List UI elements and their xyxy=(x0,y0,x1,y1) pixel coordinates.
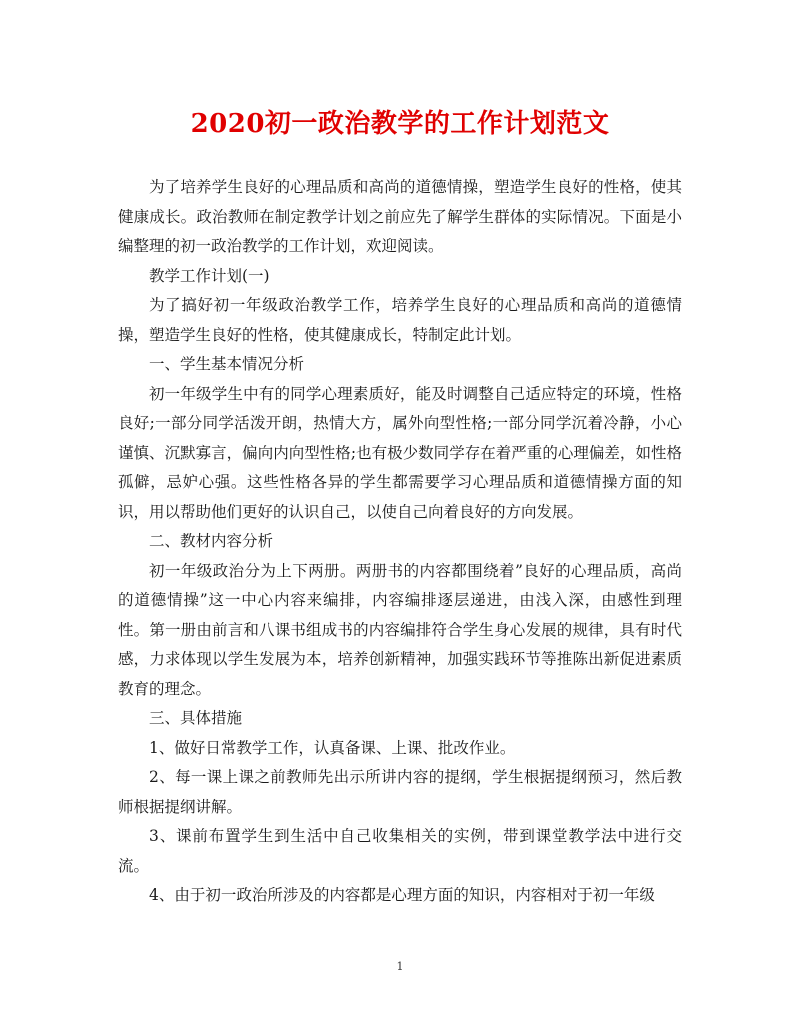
page-number: 1 xyxy=(396,960,404,973)
document-body xyxy=(118,173,682,911)
measure-item-3: 3、课前布置学生到生活中自己收集相关的实例，带到课堂教学法中进行交流。 xyxy=(118,827,682,875)
document-title: 2020初一政治教学的工作计划范文 xyxy=(190,109,610,139)
plan-purpose-paragraph: 为了搞好初一年级政治教学工作，培养学生良好的心理品质和高尚的道德情操，塑造学生良好的性格，使其健康成长，特制定此计划。 xyxy=(118,296,682,344)
measure-item-2: 2、每一课上课之前教师先出示所讲内容的提纲，学生根据提纲预习，然后教师根据提纲讲解。 xyxy=(118,768,682,816)
student-analysis-paragraph: 初一年级学生中有的同学心理素质好，能及时调整自己适应特定的环境，性格良好;一部分同学活泼开朗，热情大方，属外向型性格;一部分同学沉着冷静，小心谨慎、沉默寡言，偏向内向型性格;也有极少数同学存在着严重的心理偏差，如性格孤僻，忌妒心强。这些性格各异的学生都需要学习心理品质和道德情操方面的知识，用以帮助他们更好的认识自己，以使自己向着良好的方向发展。 xyxy=(118,384,682,521)
section-heading-plan-1: 教学工作计划(一) xyxy=(149,266,270,285)
section-heading-textbook-analysis: 二、教材内容分析 xyxy=(149,532,274,550)
textbook-analysis-paragraph: 初一年级政治分为上下两册。两册书的内容都围绕着”良好的心理品质，高尚的道德情操”这一中心内容来编排，内容编排逐层递进，由浅入深，由感性到理性。第一册由前言和八课书组成书的内容编排符合学生身心发展的规律，具有时代感，力求体现以学生发展为本，培养创新精神，加强实践环节等推陈出新促进素质教育的理念。 xyxy=(118,561,682,698)
section-heading-student-analysis: 一、学生基本情况分析 xyxy=(149,355,305,373)
measure-item-1: 1、做好日常教学工作，认真备课、上课、批改作业。 xyxy=(149,738,516,757)
measure-item-4: 4、由于初一政治所涉及的内容都是心理方面的知识，内容相对于初一年级 xyxy=(149,886,655,904)
section-heading-measures: 三、具体措施 xyxy=(149,709,243,727)
intro-paragraph: 为了培养学生良好的心理品质和高尚的道德情操，塑造学生良好的性格，使其健康成长。政治教师在制定教学计划之前应先了解学生群体的实际情况。下面是小编整理的初一政治教学的工作计划，欢迎阅读。 xyxy=(118,178,682,255)
